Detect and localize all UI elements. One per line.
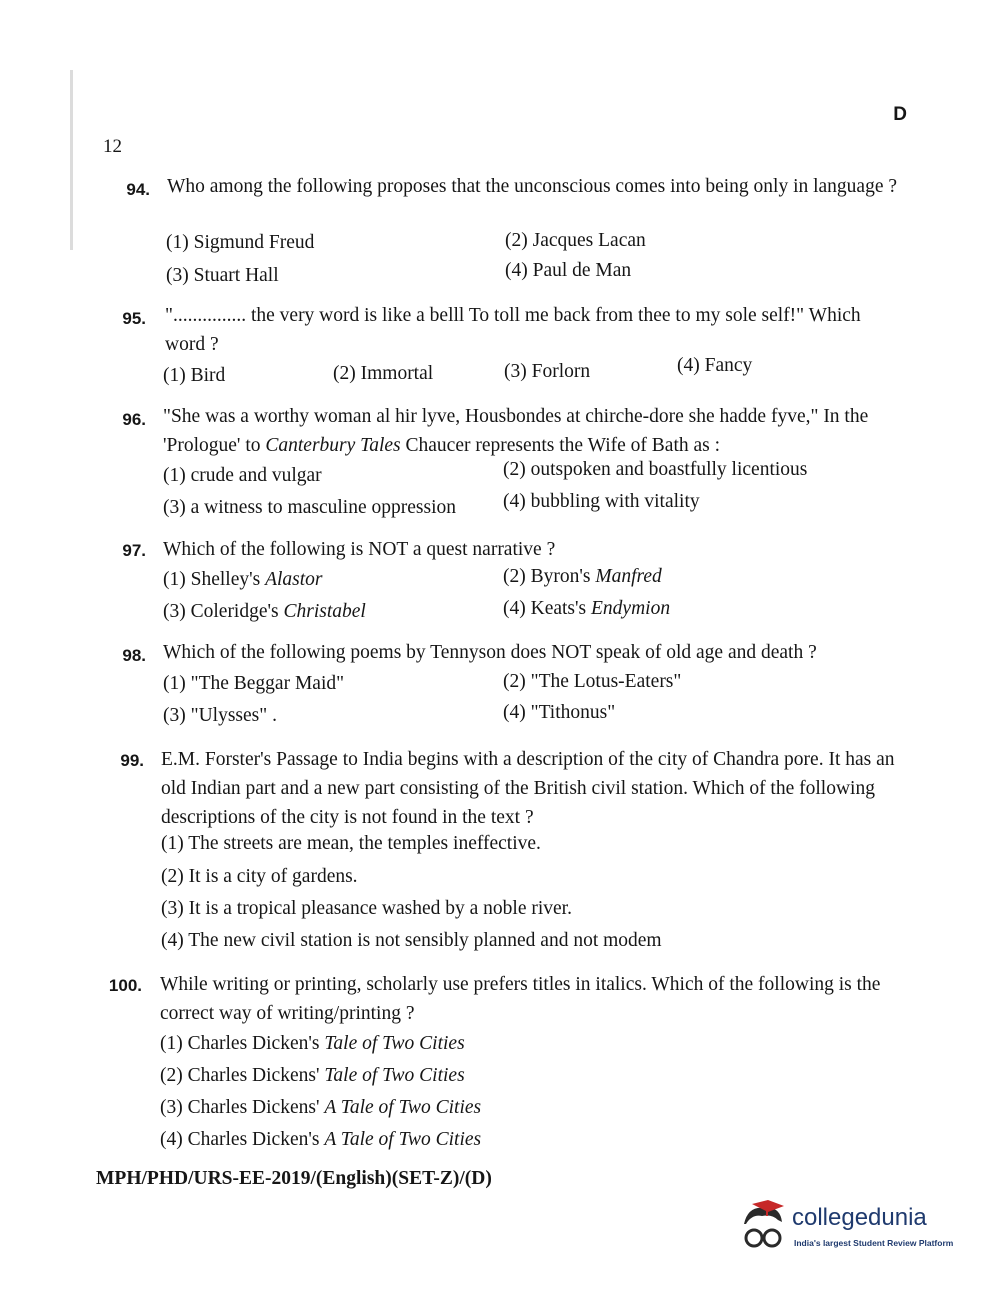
option-title: Tale of Two Cities xyxy=(324,1065,465,1086)
option-label: (3) Coleridge's xyxy=(163,601,284,622)
brand-name: collegedunia xyxy=(792,1204,927,1231)
option-3: (3) "Ulysses" . xyxy=(163,705,277,726)
option-title: Endymion xyxy=(591,598,671,619)
option-title: Alastor xyxy=(265,569,323,590)
question-text-part: "She was a worthy woman al hir lyve, Housbondes at chirche-dore she hadde fyve," In the 'Prologue' to xyxy=(163,406,869,456)
scan-edge xyxy=(70,70,73,250)
option-4: (4) "Tithonus" xyxy=(503,702,616,723)
option-3: (3) Forlorn xyxy=(504,361,591,382)
option-1: (1) crude and vulgar xyxy=(163,465,322,486)
question-number: 96. xyxy=(122,410,146,429)
option-2: (2) Jacques Lacan xyxy=(505,230,646,251)
option-2 xyxy=(160,1065,465,1087)
brand-tagline: India's largest Student Review Platform xyxy=(794,1238,954,1248)
option-3 xyxy=(160,1097,481,1119)
question-text: "............... the very word is like a belll To toll me back from thee to my sole self!" Which word ? xyxy=(165,305,861,355)
question-number: 97. xyxy=(122,541,146,560)
option-label: (4) Keats's xyxy=(503,598,591,619)
collegedunia-watermark xyxy=(734,1198,964,1258)
option-2: (2) Immortal xyxy=(333,363,434,384)
student-mascot-icon xyxy=(734,1200,790,1256)
option-2: (2) outspoken and boastfully licentious xyxy=(503,459,808,480)
option-label: (2) Charles Dickens' xyxy=(160,1065,325,1086)
question-text: While writing or printing, scholarly use prefers titles in italics. Which of the following is the correct way of writing/printing ? xyxy=(160,974,881,1024)
option-title: Tale of Two Cities xyxy=(324,1033,465,1054)
option-title: A Tale of Two Cities xyxy=(324,1129,482,1150)
question-text: Which of the following poems by Tennyson does NOT speak of old age and death ? xyxy=(163,642,817,663)
question-text: E.M. Forster's Passage to India begins with a description of the city of Chandra pore. It has an old Indian part and a new part consisting of the British civil station. Which of the following descriptions of the city is not found in the text ? xyxy=(161,749,895,828)
option-label: (3) Charles Dickens' xyxy=(160,1097,325,1118)
set-letter: D xyxy=(893,104,907,125)
option-3 xyxy=(163,601,366,623)
question-number: 100. xyxy=(108,976,142,995)
option-3: (3) a witness to masculine oppression xyxy=(163,497,456,518)
option-2: (2) It is a city of gardens. xyxy=(161,866,358,887)
option-1: (1) The streets are mean, the temples ineffective. xyxy=(161,833,541,854)
option-1 xyxy=(160,1033,465,1055)
option-2: (2) "The Lotus-Eaters" xyxy=(503,671,682,692)
option-4 xyxy=(160,1129,481,1151)
option-2 xyxy=(503,566,662,588)
option-4: (4) Fancy xyxy=(677,355,753,376)
question-text: Who among the following proposes that the unconscious comes into being only in language ? xyxy=(167,176,898,197)
option-label: (1) Shelley's xyxy=(163,569,266,590)
option-title: Manfred xyxy=(595,566,662,587)
footer-code: MPH/PHD/URS-EE-2019/(English)(SET-Z)/(D) xyxy=(96,1168,492,1189)
question-text: Which of the following is NOT a quest narrative ? xyxy=(163,539,556,560)
question-text xyxy=(163,402,903,460)
option-4: (4) bubbling with vitality xyxy=(503,491,700,512)
question-number: 94. xyxy=(126,180,150,199)
option-label: (4) Charles Dicken's xyxy=(160,1129,325,1150)
option-3: (3) It is a tropical pleasance washed by a noble river. xyxy=(161,898,572,919)
option-1: (1) "The Beggar Maid" xyxy=(163,673,345,694)
question-text-part: Chaucer represents the Wife of Bath as : xyxy=(400,435,721,456)
option-4 xyxy=(503,598,670,620)
question-number: 99. xyxy=(120,751,144,770)
option-1: (1) Sigmund Freud xyxy=(166,232,315,253)
option-1 xyxy=(163,569,323,591)
option-3: (3) Stuart Hall xyxy=(166,265,279,286)
option-title: A Tale of Two Cities xyxy=(324,1097,482,1118)
option-label: (2) Byron's xyxy=(503,566,596,587)
option-title: Christabel xyxy=(283,601,366,622)
option-1: (1) Bird xyxy=(163,365,226,386)
page-number: 12 xyxy=(103,136,122,157)
question-number: 95. xyxy=(122,309,146,328)
option-4: (4) Paul de Man xyxy=(505,260,632,281)
question-number: 98. xyxy=(122,646,146,665)
option-4: (4) The new civil station is not sensibly planned and not modem xyxy=(161,930,662,951)
book-title: Canterbury Tales xyxy=(265,435,401,456)
option-label: (1) Charles Dicken's xyxy=(160,1033,325,1054)
